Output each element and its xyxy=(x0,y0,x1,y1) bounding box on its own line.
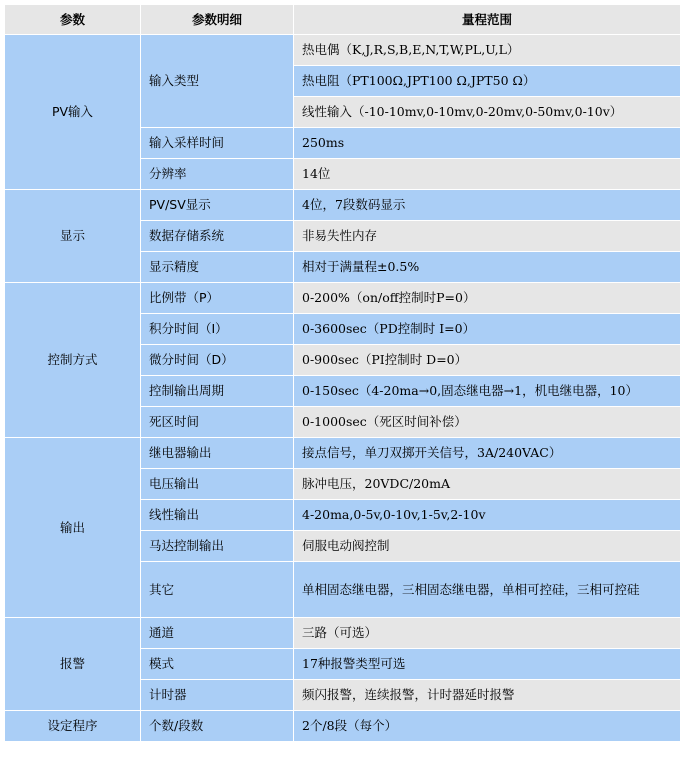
table-row xyxy=(5,35,681,66)
value-rtd: 热电阻（PT100Ω,JPT100 Ω,JPT50 Ω） xyxy=(294,66,681,97)
value-storage: 非易失性内存 xyxy=(294,221,681,252)
detail-count: 个数/段数 xyxy=(141,711,294,742)
value-output-cycle: 0-150sec（4-20ma→0,固态继电器→1，机电继电器，10） xyxy=(294,376,681,407)
detail-pvsv: PV/SV显示 xyxy=(141,190,294,221)
value-integral: 0-3600sec（PD控制时 I=0） xyxy=(294,314,681,345)
spec-table xyxy=(4,4,681,742)
value-channel: 三路（可选） xyxy=(294,618,681,649)
group-pv-input: PV输入 xyxy=(5,35,141,190)
group-output: 输出 xyxy=(5,438,141,618)
value-dead-time: 0-1000sec（死区时间补偿） xyxy=(294,407,681,438)
detail-derivative: 微分时间（D） xyxy=(141,345,294,376)
detail-timer: 计时器 xyxy=(141,680,294,711)
header-range: 量程范围 xyxy=(294,5,681,35)
value-proportional: 0-200%（on/off控制时P=0） xyxy=(294,283,681,314)
value-voltage: 脉冲电压，20VDC/20mA xyxy=(294,469,681,500)
detail-linear-output: 线性输出 xyxy=(141,500,294,531)
detail-storage: 数据存储系统 xyxy=(141,221,294,252)
table-row xyxy=(5,711,681,742)
header-row xyxy=(5,5,681,35)
header-detail: 参数明细 xyxy=(141,5,294,35)
detail-input-type: 输入类型 xyxy=(141,35,294,128)
value-count: 2个/8段（每个） xyxy=(294,711,681,742)
detail-output-cycle: 控制输出周期 xyxy=(141,376,294,407)
value-linear-input: 线性输入（-10-10mv,0-10mv,0-20mv,0-50mv,0-10v） xyxy=(294,97,681,128)
detail-channel: 通道 xyxy=(141,618,294,649)
value-timer: 频闪报警，连续报警，计时器延时报警 xyxy=(294,680,681,711)
detail-motor: 马达控制输出 xyxy=(141,531,294,562)
detail-mode: 模式 xyxy=(141,649,294,680)
value-relay: 接点信号，单刀双掷开关信号，3A/240VAC） xyxy=(294,438,681,469)
value-resolution: 14位 xyxy=(294,159,681,190)
detail-sample-time: 输入采样时间 xyxy=(141,128,294,159)
detail-precision: 显示精度 xyxy=(141,252,294,283)
detail-voltage: 电压输出 xyxy=(141,469,294,500)
header-param: 参数 xyxy=(5,5,141,35)
detail-resolution: 分辨率 xyxy=(141,159,294,190)
value-other: 单相固态继电器，三相固态继电器，单相可控硅，三相可控硅 xyxy=(294,562,681,618)
detail-proportional: 比例带（P） xyxy=(141,283,294,314)
table-row xyxy=(5,190,681,221)
group-program: 设定程序 xyxy=(5,711,141,742)
value-sample-time: 250ms xyxy=(294,128,681,159)
table-row xyxy=(5,283,681,314)
value-mode: 17种报警类型可选 xyxy=(294,649,681,680)
table-row xyxy=(5,438,681,469)
value-thermocouple: 热电偶（K,J,R,S,B,E,N,T,W,PL,U,L） xyxy=(294,35,681,66)
value-linear-output: 4-20ma,0-5v,0-10v,1-5v,2-10v xyxy=(294,500,681,531)
value-precision: 相对于满量程±0.5% xyxy=(294,252,681,283)
detail-other: 其它 xyxy=(141,562,294,618)
detail-relay: 继电器输出 xyxy=(141,438,294,469)
group-control: 控制方式 xyxy=(5,283,141,438)
group-display: 显示 xyxy=(5,190,141,283)
group-alarm: 报警 xyxy=(5,618,141,711)
table-row xyxy=(5,618,681,649)
value-motor: 伺服电动阀控制 xyxy=(294,531,681,562)
value-derivative: 0-900sec（PI控制时 D=0） xyxy=(294,345,681,376)
detail-dead-time: 死区时间 xyxy=(141,407,294,438)
value-pvsv: 4位，7段数码显示 xyxy=(294,190,681,221)
detail-integral: 积分时间（I） xyxy=(141,314,294,345)
